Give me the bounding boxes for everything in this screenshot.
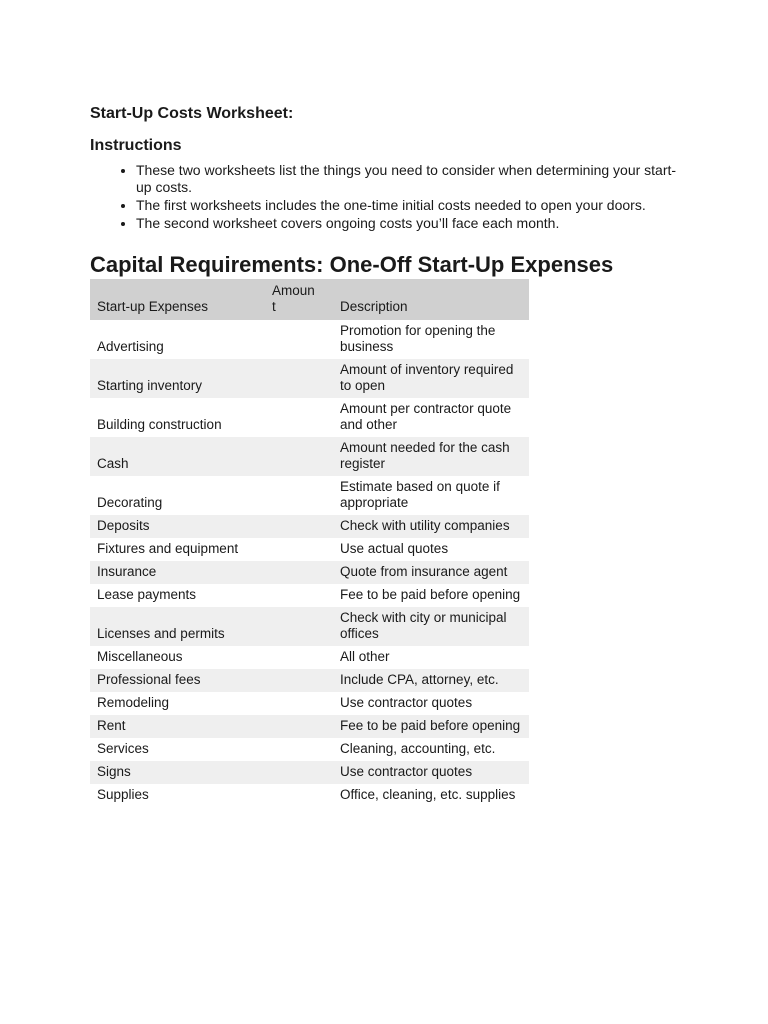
- amount-cell: [272, 398, 333, 437]
- table-row: [90, 738, 529, 761]
- table-row: [90, 692, 529, 715]
- worksheet-title: Start-Up Costs Worksheet:: [90, 105, 294, 122]
- description-cell: Amount needed for the cash register: [340, 440, 510, 471]
- description-cell: Use contractor quotes: [340, 695, 473, 710]
- expense-cell: Remodeling: [97, 695, 170, 710]
- amount-cell: [272, 584, 333, 607]
- expense-cell: Miscellaneous: [97, 649, 183, 664]
- instruction-item: • These two worksheets list the things you need to consider when determining your start-up costs.: [136, 162, 690, 196]
- amount-cell: [272, 646, 333, 669]
- table-row: [90, 359, 529, 398]
- document-page: [90, 104, 690, 807]
- amount-cell: [272, 784, 333, 807]
- table-row: [90, 561, 529, 584]
- table-row: [90, 515, 529, 538]
- table-row: [90, 646, 529, 669]
- description-cell: Include CPA, attorney, etc.: [340, 672, 499, 687]
- section-heading: Capital Requirements: One-Off Start-Up Expenses: [90, 252, 614, 277]
- amount-cell: [272, 538, 333, 561]
- amount-cell: [272, 738, 333, 761]
- header-start-up-expenses: Start-up Expenses: [97, 299, 209, 314]
- table-row: [90, 476, 529, 515]
- table-row: [90, 437, 529, 476]
- expense-cell: Insurance: [97, 564, 157, 579]
- description-cell: Use contractor quotes: [340, 764, 473, 779]
- amount-cell: [272, 715, 333, 738]
- amount-cell: [272, 437, 333, 476]
- amount-cell: [272, 359, 333, 398]
- header-amount: [272, 279, 333, 320]
- amount-cell: [272, 692, 333, 715]
- instructions-list: [90, 162, 690, 232]
- table-row: [90, 584, 529, 607]
- expense-cell: Decorating: [97, 495, 163, 510]
- amount-cell: [272, 320, 333, 359]
- expense-cell: Building construction: [97, 417, 222, 432]
- table-row: [90, 784, 529, 807]
- expense-cell: Cash: [97, 456, 129, 471]
- expense-cell: Professional fees: [97, 672, 201, 687]
- description-cell: Amount of inventory required to open: [340, 362, 514, 393]
- table-header-row: [90, 279, 529, 320]
- table-row: [90, 715, 529, 738]
- startup-expenses-table: [90, 279, 529, 807]
- expense-cell: Advertising: [97, 339, 164, 354]
- description-cell: All other: [340, 649, 390, 664]
- description-cell: Amount per contractor quote and other: [340, 401, 512, 432]
- description-cell: Fee to be paid before opening: [340, 718, 521, 733]
- description-cell: Estimate based on quote if appropriate: [340, 479, 500, 510]
- expense-cell: Fixtures and equipment: [97, 541, 239, 556]
- amount-cell: [272, 515, 333, 538]
- amount-cell: [272, 561, 333, 584]
- expense-cell: Lease payments: [97, 587, 197, 602]
- header-amount-label: Amoun t: [272, 283, 315, 314]
- instruction-item: • The second worksheet covers ongoing costs you’ll face each month.: [136, 215, 690, 232]
- expense-cell: Deposits: [97, 518, 150, 533]
- description-cell: Use actual quotes: [340, 541, 449, 556]
- description-cell: Promotion for opening the business: [340, 323, 496, 354]
- table-row: [90, 538, 529, 561]
- amount-cell: [272, 607, 333, 646]
- expense-cell: Supplies: [97, 787, 149, 802]
- instructions-heading: Instructions: [90, 137, 182, 154]
- description-cell: Fee to be paid before opening: [340, 587, 521, 602]
- header-description: Description: [340, 299, 408, 314]
- description-cell: Quote from insurance agent: [340, 564, 508, 579]
- description-cell: Cleaning, accounting, etc.: [340, 741, 496, 756]
- amount-cell: [272, 669, 333, 692]
- amount-cell: [272, 761, 333, 784]
- instruction-item: • The first worksheets includes the one-time initial costs needed to open your doors.: [136, 197, 690, 214]
- table-row: [90, 607, 529, 646]
- expense-cell: Rent: [97, 718, 126, 733]
- expense-cell: Licenses and permits: [97, 626, 225, 641]
- table-row: [90, 398, 529, 437]
- description-cell: Office, cleaning, etc. supplies: [340, 787, 516, 802]
- expense-cell: Starting inventory: [97, 378, 203, 393]
- amount-cell: [272, 476, 333, 515]
- description-cell: Check with city or municipal offices: [340, 610, 507, 641]
- description-cell: Check with utility companies: [340, 518, 510, 533]
- expense-cell: Services: [97, 741, 149, 756]
- table-row: [90, 669, 529, 692]
- table-row: [90, 761, 529, 784]
- expense-cell: Signs: [97, 764, 131, 779]
- table-row: [90, 320, 529, 359]
